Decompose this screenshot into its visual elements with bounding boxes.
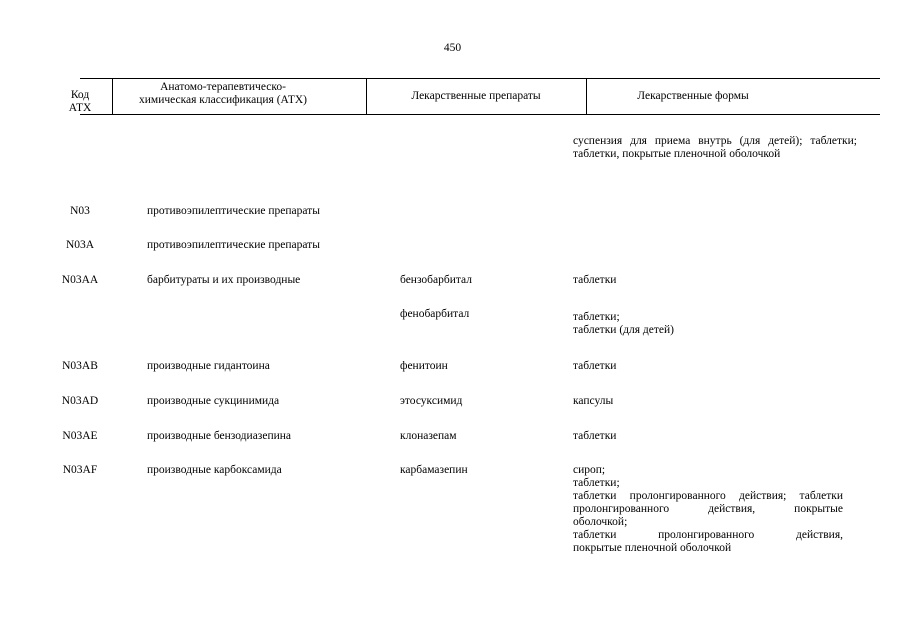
row-classification: противоэпилептические препараты (147, 205, 320, 217)
header-classification-line: Анатомо-терапевтическо- (160, 81, 286, 93)
form-line: таблетки пролонгированного действия; таблетки (573, 490, 843, 502)
page-number: 450 (443, 42, 462, 54)
row-drug: карбамазепин (400, 464, 468, 476)
row-form: таблетки (573, 430, 617, 442)
table-header-bottom-rule (80, 114, 880, 115)
row-classification: барбитураты и их производные (147, 274, 301, 286)
form-line: суспензия для приема внутрь (для детей); таблетки; (573, 135, 857, 147)
row-classification: противоэпилептические препараты (147, 239, 320, 251)
header-drugs: Лекарственные препараты (411, 90, 541, 102)
row-classification: производные карбоксамида (147, 464, 282, 476)
table-top-rule (80, 78, 880, 79)
row-classification: производные сукцинимида (147, 395, 280, 407)
form-line: таблетки (для детей) (573, 324, 674, 336)
row-drug: бензобарбитал (400, 274, 473, 286)
row-code: N03AD (61, 395, 99, 407)
form-line: таблетки пролонгированного действия, (573, 529, 843, 541)
carryover-forms (573, 135, 857, 161)
column-divider (586, 78, 587, 115)
row-drug: клоназепам (400, 430, 457, 442)
form-line: оболочкой; (573, 516, 628, 528)
row-code: N03AB (62, 360, 98, 372)
row-drug: фенитоин (400, 360, 448, 372)
row-code: N03A (65, 239, 95, 251)
form-line: таблетки; (573, 311, 620, 323)
row-form: таблетки (573, 360, 617, 372)
form-line: таблетки; (573, 477, 620, 489)
row-code: N03AF (62, 464, 98, 476)
row-code: N03AA (61, 274, 99, 286)
header-code-line: Код (70, 89, 90, 101)
column-divider (112, 78, 113, 115)
row-form: капсулы (573, 395, 614, 407)
row-drug: фенобарбитал (400, 308, 470, 320)
row-code: N03 (70, 205, 90, 217)
row-form (573, 311, 857, 337)
row-code: N03AE (62, 430, 98, 442)
column-divider (366, 78, 367, 115)
row-form (573, 464, 843, 555)
row-drug: этосуксимид (400, 395, 463, 407)
form-line: таблетки, покрытые пленочной оболочкой (573, 148, 781, 160)
row-classification: производные гидантоина (147, 360, 270, 372)
row-form: таблетки (573, 274, 617, 286)
header-forms: Лекарственные формы (637, 90, 749, 102)
form-line: сироп; (573, 464, 606, 476)
header-code (50, 89, 110, 115)
form-line: покрытые пленочной оболочкой (573, 542, 732, 554)
header-code-line: АТХ (68, 102, 92, 114)
header-classification (118, 81, 328, 107)
header-classification-line: химическая классификация (АТХ) (139, 94, 307, 106)
form-line: пролонгированного действия, покрытые (573, 503, 843, 515)
row-classification: производные бензодиазепина (147, 430, 292, 442)
